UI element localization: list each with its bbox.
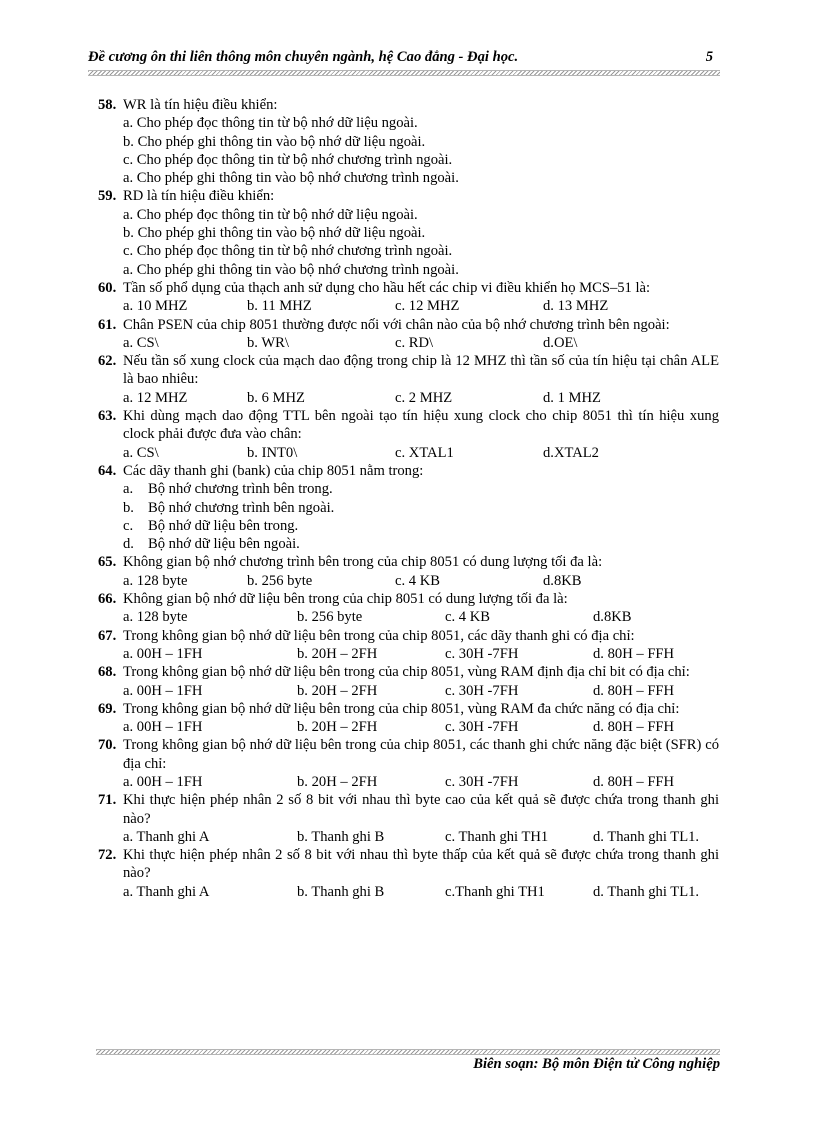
question-71 (98, 791, 719, 846)
option: a. 12 MHZ (123, 389, 188, 406)
list-item (98, 535, 719, 553)
option: b. 11 MHZ (247, 298, 312, 315)
question-60 (98, 279, 719, 316)
option: d. 13 MHZ (543, 298, 609, 315)
list-item (98, 499, 719, 517)
options-row (98, 718, 719, 736)
option: c. 30H -7FH (445, 719, 519, 736)
option: b. 6 MHZ (247, 389, 305, 406)
question-66 (98, 590, 719, 627)
option: d. 80H – FFH (593, 719, 675, 736)
options-row (98, 883, 719, 901)
option: c. 30H -7FH (445, 645, 519, 662)
question-number: 69. (98, 700, 117, 717)
option: d. 80H – FFH (593, 773, 675, 790)
question-text: WR là tín hiệu điều khiển: (123, 97, 278, 113)
option: Bộ nhớ chương trình bên trong. (148, 481, 333, 498)
option: a. Cho phép đọc thông tin từ bộ nhớ dữ liệu ngoài. (123, 115, 418, 132)
option: c. RD\ (395, 334, 434, 351)
options-row (98, 572, 719, 590)
option: b. 20H – 2FH (297, 773, 378, 790)
header-divider (88, 70, 720, 76)
option: c. XTAL1 (395, 444, 454, 461)
option: c. 4 KB (445, 609, 490, 626)
question-text: Tần số phổ dụng của thạch anh sử dụng cho hầu hết các chip vi điều khiển họ MCS–51 là: (123, 279, 651, 296)
question-number: 61. (98, 316, 117, 333)
option: a. Cho phép ghi thông tin vào bộ nhớ chương trình ngoài. (123, 170, 459, 187)
option: d. Thanh ghi TL1. (593, 883, 700, 900)
options-row (98, 389, 719, 407)
option: b. INT0\ (247, 444, 298, 461)
option: d.8KB (543, 572, 582, 589)
option: c. 2 MHZ (395, 389, 453, 406)
option: d. 80H – FFH (593, 645, 675, 662)
question-number: 71. (98, 792, 117, 809)
option: a. 00H – 1FH (123, 773, 203, 790)
option: d.OE\ (543, 334, 578, 351)
option-marker: c. (123, 517, 134, 534)
question-text: Trong không gian bộ nhớ dữ liệu bên trong của chip 8051, các dãy thanh ghi có địa chỉ: (123, 627, 635, 644)
question-68 (98, 663, 719, 700)
option: b. Thanh ghi B (297, 828, 385, 845)
option-marker: b. (123, 499, 134, 516)
option: c. Cho phép đọc thông tin từ bộ nhớ chương trình ngoài. (123, 243, 453, 260)
options-row (98, 297, 719, 315)
question-text: Nếu tần số xung clock của mạch dao động trong chip là 12 MHZ thì tần số của tín hiệu tại chân ALE là bao nhiêu: (123, 353, 719, 388)
question-number: 65. (98, 554, 117, 571)
question-number: 64. (98, 462, 117, 479)
question-number: 60. (98, 279, 117, 296)
option: a. Thanh ghi A (123, 828, 210, 845)
question-number: 66. (98, 591, 117, 608)
options-row (98, 608, 719, 626)
option: Bộ nhớ chương trình bên ngoài. (148, 499, 335, 516)
option-marker: a. (123, 481, 134, 498)
option: a. 128 byte (123, 609, 188, 626)
question-text: Trong không gian bộ nhớ dữ liệu bên trong của chip 8051, vùng RAM đa chức năng có địa chỉ: (123, 700, 680, 717)
list-item (98, 517, 719, 535)
question-list (98, 96, 719, 901)
option: b. Cho phép ghi thông tin vào bộ nhớ dữ liệu ngoài. (123, 225, 426, 242)
option: d. 80H – FFH (593, 682, 675, 699)
option: a. 00H – 1FH (123, 682, 203, 699)
question-72 (98, 846, 719, 901)
question-61 (98, 316, 719, 353)
question-text: Không gian bộ nhớ chương trình bên trong của chip 8051 có dung lượng tối đa là: (123, 554, 603, 571)
option-marker: d. (123, 536, 134, 553)
question-67 (98, 627, 719, 664)
option: d. 1 MHZ (543, 389, 601, 406)
question-number: 67. (98, 627, 117, 644)
option: a. Cho phép đọc thông tin từ bộ nhớ dữ liệu ngoài. (123, 206, 418, 223)
option: b. Cho phép ghi thông tin vào bộ nhớ dữ liệu ngoài. (123, 133, 426, 150)
options-row (98, 334, 719, 352)
question-63 (98, 407, 719, 462)
option: a. CS\ (123, 334, 159, 351)
option: d.XTAL2 (543, 444, 599, 461)
option: b. 20H – 2FH (297, 719, 378, 736)
question-text: RD là tín hiệu điều khiển: (123, 188, 275, 205)
question-number: 68. (98, 664, 117, 681)
question-58 (98, 96, 719, 187)
option: c. 30H -7FH (445, 682, 519, 699)
question-number: 58. (98, 97, 117, 113)
option: c. 12 MHZ (395, 298, 460, 315)
option: b. 20H – 2FH (297, 645, 378, 662)
option: c.Thanh ghi TH1 (445, 883, 545, 900)
options-row (98, 645, 719, 663)
question-70 (98, 736, 719, 791)
question-text: Các dãy thanh ghi (bank) của chip 8051 nằm trong: (123, 462, 424, 479)
question-number: 62. (98, 353, 117, 370)
question-text: Trong không gian bộ nhớ dữ liệu bên trong của chip 8051, vùng RAM định địa chỉ bit có địa chỉ: (123, 664, 690, 681)
question-65 (98, 553, 719, 590)
options-row (98, 773, 719, 791)
option: Bộ nhớ dữ liệu bên trong. (148, 517, 299, 534)
header-title: Đề cương ôn thi liên thông môn chuyên ngành, hệ Cao đẳng - Đại học. (88, 49, 519, 65)
option: c. Cho phép đọc thông tin từ bộ nhớ chương trình ngoài. (123, 151, 453, 168)
question-text: Khi dùng mạch dao động TTL bên ngoài tạo tín hiệu xung clock cho chip 8051 thì tín hiệu xung clock phải được đưa vào chân: (123, 408, 719, 443)
question-number: 59. (98, 188, 117, 205)
question-text: Khi thực hiện phép nhân 2 số 8 bit với nhau thì byte thấp của kết quả sẽ được chứa trong thanh ghi nào? (123, 847, 719, 882)
option: a. Thanh ghi A (123, 883, 210, 900)
options-row (98, 828, 719, 846)
option: b. 20H – 2FH (297, 682, 378, 699)
page-footer: Biên soạn: Bộ môn Điện tử Công nghiệp (473, 1056, 720, 1072)
question-number: 70. (98, 737, 117, 754)
option: a. CS\ (123, 444, 159, 461)
option: c. 4 KB (395, 572, 440, 589)
option: a. 00H – 1FH (123, 645, 203, 662)
option: d.8KB (593, 609, 632, 626)
question-text: Khi thực hiện phép nhân 2 số 8 bit với nhau thì byte cao của kết quả sẽ được chứa trong thanh ghi nào? (123, 792, 719, 827)
options-row (98, 444, 719, 462)
option: a. 00H – 1FH (123, 719, 203, 736)
question-text: Chân PSEN của chip 8051 thường được nối với chân nào của bộ nhớ chương trình bên ngoài: (123, 316, 670, 333)
question-number: 63. (98, 408, 117, 425)
page-header (88, 45, 720, 73)
option: a. 10 MHZ (123, 298, 188, 315)
option: b. 256 byte (247, 572, 313, 589)
question-number: 72. (98, 847, 117, 864)
option: a. Cho phép ghi thông tin vào bộ nhớ chương trình ngoài. (123, 261, 459, 278)
question-64 (98, 462, 719, 553)
options-row (98, 682, 719, 700)
option: Bộ nhớ dữ liệu bên ngoài. (148, 536, 300, 553)
option: b. 256 byte (297, 609, 363, 626)
option: b. WR\ (247, 334, 289, 351)
question-text: Không gian bộ nhớ dữ liệu bên trong của chip 8051 có dung lượng tối đa là: (123, 591, 568, 608)
option: b. Thanh ghi B (297, 883, 385, 900)
option: c. Thanh ghi TH1 (445, 828, 549, 845)
page-number: 5 (705, 49, 713, 65)
question-62 (98, 352, 719, 407)
option: a. 128 byte (123, 572, 188, 589)
question-text: Trong không gian bộ nhớ dữ liệu bên trong của chip 8051, các thanh ghi chức năng đặc biệt (SFR) có địa chỉ: (123, 737, 719, 772)
footer-divider (96, 1049, 720, 1055)
option: d. Thanh ghi TL1. (593, 828, 700, 845)
list-item (98, 480, 719, 498)
option: c. 30H -7FH (445, 773, 519, 790)
question-69 (98, 700, 719, 737)
question-59 (98, 187, 719, 278)
